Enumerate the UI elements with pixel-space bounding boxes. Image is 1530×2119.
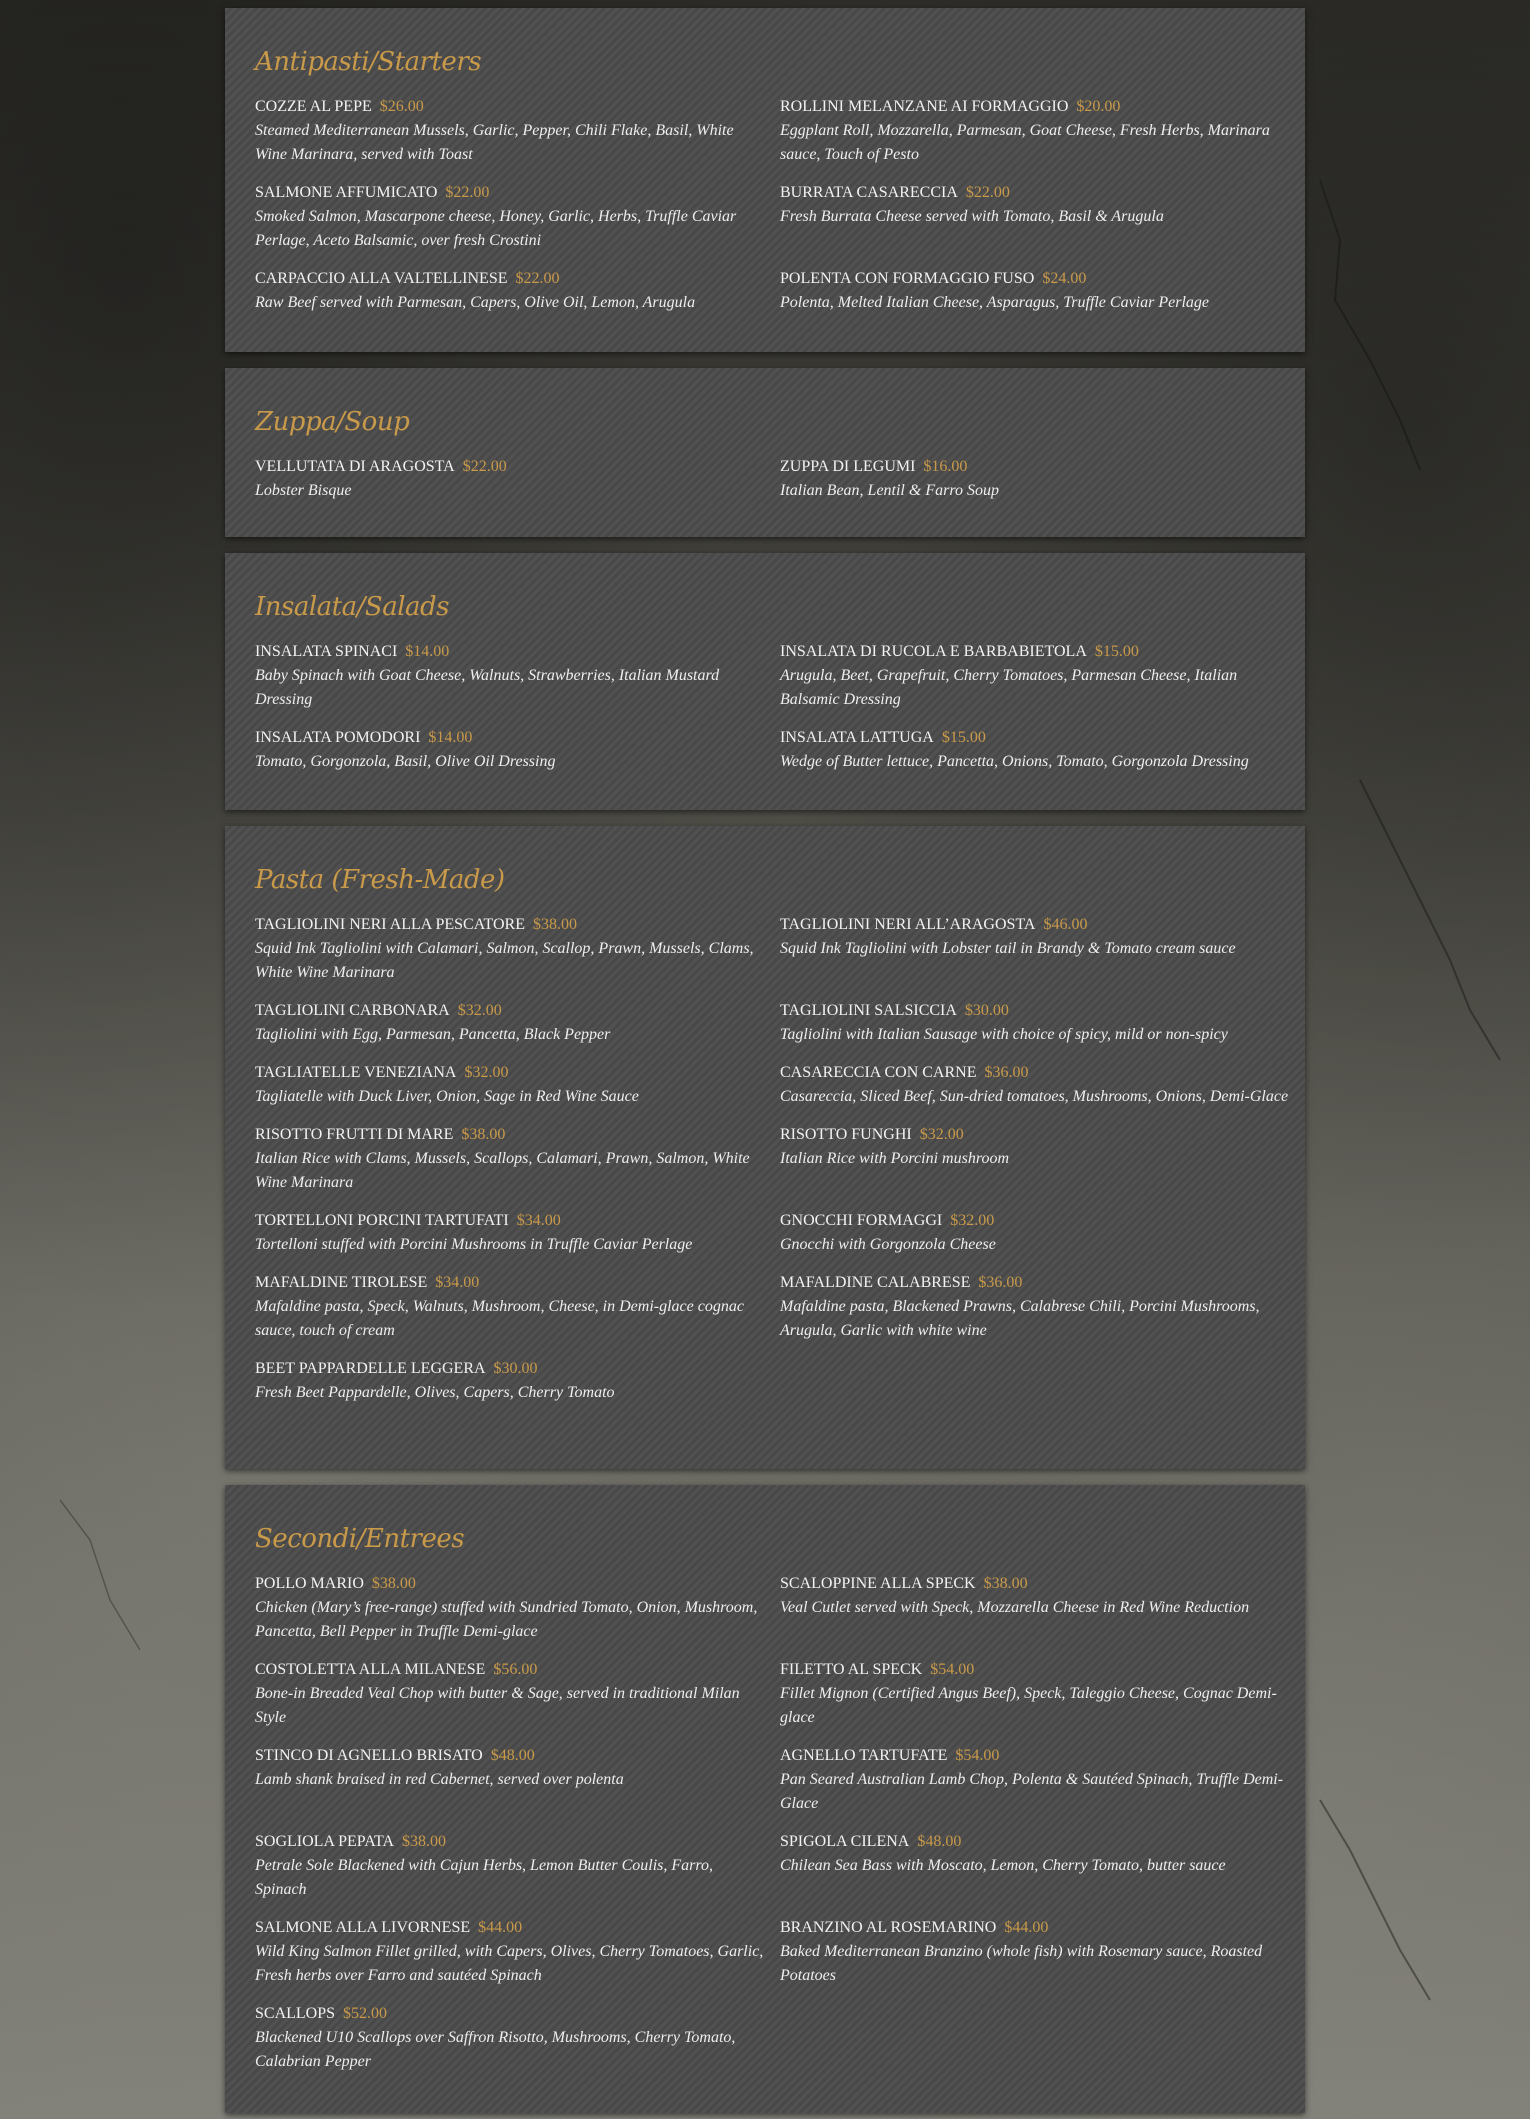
item-price: $30.00 (964, 1002, 1009, 1019)
menu-item (255, 267, 765, 315)
item-description: Wild King Salmon Fillet grilled, with Capers, Olives, Cherry Tomatoes, Garlic, Fresh herbs over Farro and sautéed Spinach (255, 1943, 764, 1984)
item-name: CARPACCIO ALLA VALTELLINESE (255, 270, 508, 287)
item-price: $44.00 (478, 1919, 523, 1936)
menu-item (255, 1357, 765, 1405)
menu-item (780, 455, 1290, 503)
item-description: Eggplant Roll, Mozzarella, Parmesan, Goat Cheese, Fresh Herbs, Marinara sauce, Touch of Pesto (780, 122, 1270, 163)
item-price: $15.00 (941, 729, 986, 746)
item-description: Petrale Sole Blackened with Cajun Herbs, Lemon Butter Coulis, Farro, Spinach (255, 1857, 714, 1898)
item-description: Tagliatelle with Duck Liver, Onion, Sage in Red Wine Sauce (255, 1088, 639, 1105)
item-description: Blackened U10 Scallops over Saffron Risotto, Mushrooms, Cherry Tomato, Calabrian Pepper (255, 2029, 736, 2070)
item-price: $48.00 (917, 1833, 962, 1850)
menu (225, 0, 1305, 2113)
item-name: FILETTO AL SPECK (780, 1661, 923, 1678)
item-description: Polenta, Melted Italian Cheese, Asparagus, Truffle Caviar Perlage (780, 294, 1209, 311)
item-description: Fresh Beet Pappardelle, Olives, Capers, Cherry Tomato (255, 1384, 615, 1401)
menu-item (780, 1830, 1290, 1902)
item-description: Casareccia, Sliced Beef, Sun-dried tomatoes, Mushrooms, Onions, Demi-Glace (780, 1088, 1289, 1105)
section-title: Zuppa/Soup (255, 407, 410, 437)
item-price: $14.00 (405, 643, 450, 660)
item-name: POLENTA CON FORMAGGIO FUSO (780, 270, 1035, 287)
menu-item (255, 1744, 765, 1816)
item-name: MAFALDINE CALABRESE (780, 1274, 971, 1291)
section-title: Insalata/Salads (255, 592, 449, 622)
item-name: ZUPPA DI LEGUMI (780, 458, 916, 475)
menu-item (255, 1830, 765, 1902)
item-name: TAGLIATELLE VENEZIANA (255, 1064, 457, 1081)
menu-item (255, 726, 765, 774)
menu-item (780, 1572, 1290, 1644)
item-name: TAGLIOLINI NERI ALLA PESCATORE (255, 916, 525, 933)
item-description: Chilean Sea Bass with Moscato, Lemon, Cherry Tomato, butter sauce (780, 1857, 1226, 1874)
item-description: Tagliolini with Italian Sausage with choice of spicy, mild or non-spicy (780, 1026, 1228, 1043)
item-description: Pan Seared Australian Lamb Chop, Polenta & Sautéed Spinach, Truffle Demi-Glace (780, 1771, 1284, 1812)
item-name: BURRATA CASARECCIA (780, 184, 958, 201)
item-name: VELLUTATA DI ARAGOSTA (255, 458, 455, 475)
item-price: $26.00 (379, 98, 424, 115)
item-description: Mafaldine pasta, Speck, Walnuts, Mushroom, Cheese, in Demi-glace cognac sauce, touch of cream (255, 1298, 744, 1339)
item-name: TAGLIOLINI CARBONARA (255, 1002, 450, 1019)
menu-item (255, 455, 765, 503)
item-name: ROLLINI MELANZANE AI FORMAGGIO (780, 98, 1069, 115)
item-name: INSALATA POMODORI (255, 729, 421, 746)
item-price: $22.00 (515, 270, 560, 287)
item-price: $32.00 (464, 1064, 509, 1081)
item-price: $22.00 (445, 184, 490, 201)
item-description: Veal Cutlet served with Speck, Mozzarella Cheese in Red Wine Reduction (780, 1599, 1250, 1616)
item-name: STINCO DI AGNELLO BRISATO (255, 1747, 483, 1764)
menu-item (780, 1916, 1290, 1988)
menu-item (255, 640, 765, 712)
item-name: CASARECCIA CON CARNE (780, 1064, 977, 1081)
item-description: Baked Mediterranean Branzino (whole fish) with Rosemary sauce, Roasted Potatoes (780, 1943, 1263, 1984)
menu-items (255, 1572, 1284, 2088)
menu-item (255, 999, 765, 1047)
item-description: Italian Rice with Porcini mushroom (780, 1150, 1010, 1167)
menu-item (255, 1271, 765, 1343)
item-name: AGNELLO TARTUFATE (780, 1747, 948, 1764)
menu-item (255, 2002, 765, 2074)
menu-items (255, 913, 1289, 1419)
item-price: $38.00 (402, 1833, 447, 1850)
item-description: Tortelloni stuffed with Porcini Mushrooms in Truffle Caviar Perlage (255, 1236, 693, 1253)
menu-items (255, 455, 1275, 517)
item-description: Bone-in Breaded Veal Chop with butter & Sage, served in traditional Milan Style (255, 1685, 740, 1726)
item-description: Gnocchi with Gorgonzola Cheese (780, 1236, 996, 1253)
item-price: $38.00 (532, 916, 577, 933)
item-name: GNOCCHI FORMAGGI (780, 1212, 943, 1229)
item-price: $38.00 (983, 1575, 1028, 1592)
item-price: $52.00 (343, 2005, 388, 2022)
item-name: SOGLIOLA PEPATA (255, 1833, 395, 1850)
item-name: MAFALDINE TIROLESE (255, 1274, 428, 1291)
item-price: $34.00 (435, 1274, 480, 1291)
item-name: INSALATA SPINACI (255, 643, 398, 660)
section-title: Secondi/Entrees (255, 1524, 465, 1554)
menu-item (780, 1744, 1290, 1816)
item-price: $46.00 (1043, 916, 1088, 933)
item-price: $48.00 (490, 1747, 535, 1764)
item-price: $24.00 (1042, 270, 1087, 287)
item-price: $16.00 (923, 458, 968, 475)
item-price: $38.00 (461, 1126, 506, 1143)
item-price: $14.00 (428, 729, 473, 746)
menu-item (255, 1061, 765, 1109)
menu-item (780, 1271, 1290, 1343)
item-description: Wedge of Butter lettuce, Pancetta, Onions, Tomato, Gorgonzola Dressing (780, 753, 1249, 770)
item-description: Fillet Mignon (Certified Angus Beef), Speck, Taleggio Cheese, Cognac Demi-glace (780, 1685, 1277, 1726)
menu-item (255, 1209, 765, 1257)
item-price: $20.00 (1076, 98, 1121, 115)
menu-item (780, 1209, 1290, 1257)
item-name: POLLO MARIO (255, 1575, 364, 1592)
section-title: Antipasti/Starters (255, 47, 482, 77)
section-antipasti (225, 8, 1305, 352)
item-description: Arugula, Beet, Grapefruit, Cherry Tomatoes, Parmesan Cheese, Italian Balsamic Dressing (780, 667, 1238, 708)
item-description: Mafaldine pasta, Blackened Prawns, Calabrese Chili, Porcini Mushrooms, Arugula, Garlic with white wine (780, 1298, 1260, 1339)
item-price: $38.00 (371, 1575, 416, 1592)
menu-items (255, 640, 1275, 788)
item-name: SCALOPPINE ALLA SPECK (780, 1575, 976, 1592)
item-price: $32.00 (457, 1002, 502, 1019)
menu-item (780, 267, 1290, 315)
item-name: BRANZINO AL ROSEMARINO (780, 1919, 997, 1936)
item-price: $56.00 (493, 1661, 538, 1678)
item-description: Chicken (Mary’s free-range) stuffed with Sundried Tomato, Onion, Mushroom, Pancetta, Bell Pepper in Truffle Demi-glace (255, 1599, 758, 1640)
item-name: TAGLIOLINI NERI ALL’ARAGOSTA (780, 916, 1036, 933)
section-zuppa (225, 368, 1305, 537)
section-insalata (225, 553, 1305, 810)
item-name: RISOTTO FUNGHI (780, 1126, 912, 1143)
item-name: TAGLIOLINI SALSICCIA (780, 1002, 957, 1019)
item-name: INSALATA LATTUGA (780, 729, 934, 746)
menu-item (255, 1123, 765, 1195)
item-name: SALMONE ALLA LIVORNESE (255, 1919, 471, 1936)
item-price: $30.00 (493, 1360, 538, 1377)
item-name: SCALLOPS (255, 2005, 336, 2022)
item-price: $36.00 (978, 1274, 1023, 1291)
menu-item (780, 1123, 1290, 1195)
item-name: SPIGOLA CILENA (780, 1833, 910, 1850)
menu-item (780, 181, 1290, 253)
item-price: $36.00 (984, 1064, 1029, 1081)
item-description: Tagliolini with Egg, Parmesan, Pancetta, Black Pepper (255, 1026, 611, 1043)
item-description: Italian Rice with Clams, Mussels, Scallops, Calamari, Prawn, Salmon, White Wine Marinara (255, 1150, 750, 1191)
menu-item (780, 999, 1290, 1047)
menu-item (255, 1658, 765, 1730)
menu-item (255, 1916, 765, 1988)
item-name: RISOTTO FRUTTI DI MARE (255, 1126, 454, 1143)
menu-item (255, 1572, 765, 1644)
item-name: BEET PAPPARDELLE LEGGERA (255, 1360, 486, 1377)
item-price: $15.00 (1094, 643, 1139, 660)
item-description: Squid Ink Tagliolini with Calamari, Salmon, Scallop, Prawn, Mussels, Clams, White Wine Marinara (255, 940, 754, 981)
item-description: Raw Beef served with Parmesan, Capers, Olive Oil, Lemon, Arugula (255, 294, 696, 311)
item-description: Steamed Mediterranean Mussels, Garlic, Pepper, Chili Flake, Basil, White Wine Marinara, served with Toast (255, 122, 734, 163)
item-price: $22.00 (462, 458, 507, 475)
menu-items (255, 95, 1275, 329)
item-name: COSTOLETTA ALLA MILANESE (255, 1661, 486, 1678)
section-title: Pasta (Fresh-Made) (255, 865, 505, 895)
item-description: Lamb shank braised in red Cabernet, served over polenta (255, 1771, 624, 1788)
menu-item (255, 95, 765, 167)
item-description: Lobster Bisque (255, 482, 352, 499)
item-price: $32.00 (950, 1212, 995, 1229)
section-pasta (225, 826, 1305, 1469)
menu-item (780, 1061, 1290, 1109)
item-description: Fresh Burrata Cheese served with Tomato, Basil & Arugula (780, 208, 1164, 225)
item-price: $34.00 (516, 1212, 561, 1229)
item-description: Baby Spinach with Goat Cheese, Walnuts, Strawberries, Italian Mustard Dressing (255, 667, 720, 708)
menu-item (255, 913, 765, 985)
item-description: Squid Ink Tagliolini with Lobster tail in Brandy & Tomato cream sauce (780, 940, 1236, 957)
item-price: $32.00 (919, 1126, 964, 1143)
item-description: Tomato, Gorgonzola, Basil, Olive Oil Dressing (255, 753, 556, 770)
item-name: SALMONE AFFUMICATO (255, 184, 438, 201)
item-price: $44.00 (1004, 1919, 1049, 1936)
menu-item (780, 95, 1290, 167)
item-name: INSALATA DI RUCOLA E BARBABIETOLA (780, 643, 1087, 660)
item-description: Italian Bean, Lentil & Farro Soup (780, 482, 999, 499)
item-price: $22.00 (965, 184, 1010, 201)
item-description: Smoked Salmon, Mascarpone cheese, Honey, Garlic, Herbs, Truffle Caviar Perlage, Aceto Balsamic, over fresh Crostini (255, 208, 737, 249)
item-price: $54.00 (930, 1661, 975, 1678)
item-price: $54.00 (955, 1747, 1000, 1764)
menu-item (780, 726, 1290, 774)
menu-item (780, 913, 1290, 985)
section-secondi (225, 1485, 1305, 2113)
menu-item (780, 640, 1290, 712)
item-name: COZZE AL PEPE (255, 98, 372, 115)
menu-item (255, 181, 765, 253)
menu-item (780, 1658, 1290, 1730)
item-name: TORTELLONI PORCINI TARTUFATI (255, 1212, 509, 1229)
